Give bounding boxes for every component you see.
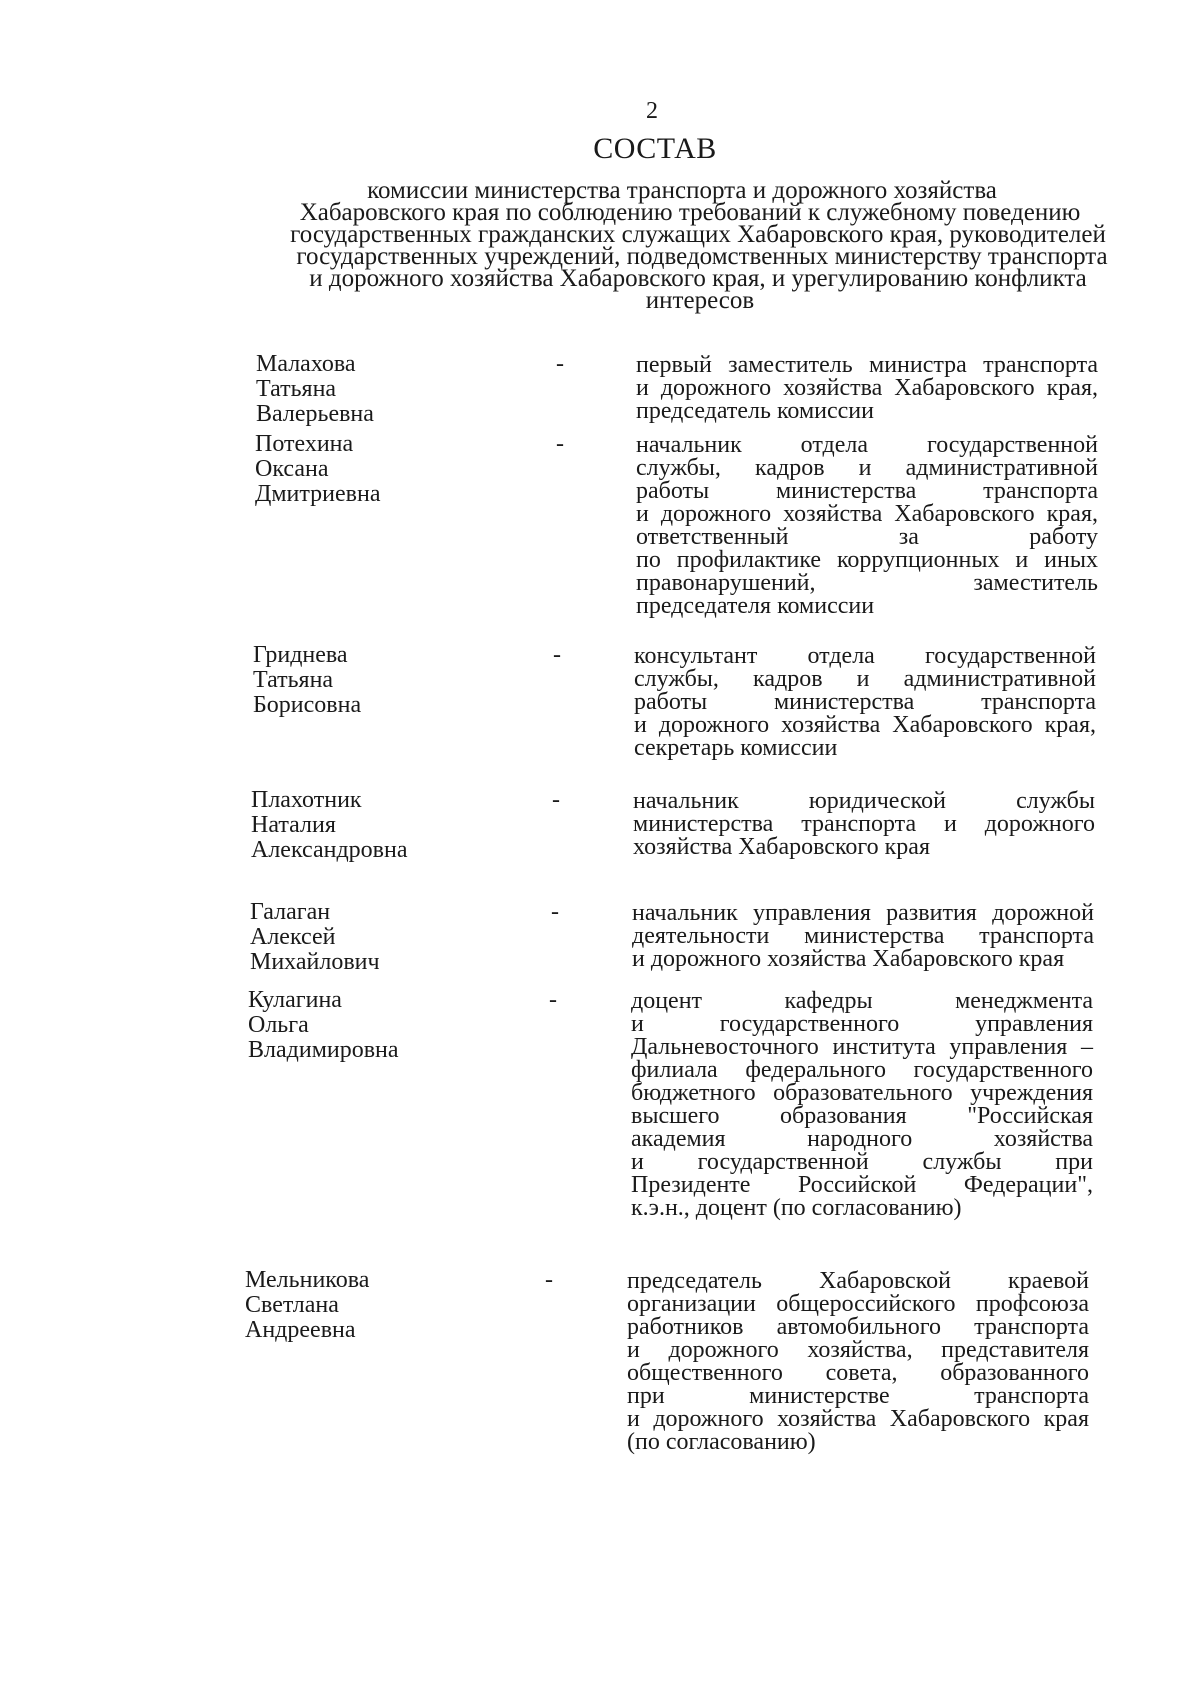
member-position-line: ответственный за работу: [636, 524, 1098, 550]
document-title: СОСТАВ: [593, 132, 717, 165]
member-position-line: и государственной службы при: [631, 1149, 1093, 1175]
member-name-part: Наталия: [251, 812, 336, 838]
member-name-part: Потехина: [255, 431, 354, 457]
member-position-line: и дорожного хозяйства Хабаровского края: [627, 1406, 1089, 1432]
member-position-line: службы, кадров и административной: [634, 666, 1096, 692]
member-name-part: Оксана: [255, 456, 329, 482]
member-name-part: Владимировна: [248, 1037, 399, 1063]
member-position-line: и дорожного хозяйства Хабаровского края: [632, 946, 1065, 972]
member-position-line: работы министерства транспорта: [634, 689, 1096, 715]
member-name-part: Ольга: [248, 1012, 309, 1038]
member-position-line: деятельности министерства транспорта: [632, 923, 1094, 949]
member-name: [245, 1268, 495, 1343]
member-position-line: начальник отдела государственной: [636, 432, 1098, 458]
subtitle-line: государственных учреждений, подведомственных министерству транспорта: [296, 243, 1108, 270]
member-position-line: правонарушений, заместитель: [636, 570, 1098, 596]
member-name-part: Плахотник: [251, 787, 362, 813]
member-position-line: и дорожного хозяйства Хабаровского края,: [636, 501, 1098, 527]
member-name: [250, 900, 500, 975]
member-position-line: при министерстве транспорта: [627, 1383, 1089, 1409]
member-name: [253, 643, 503, 718]
member-position-line: общественного совета, образованного: [627, 1360, 1089, 1386]
member-position-line: организации общероссийского профсоюза: [627, 1291, 1089, 1317]
member-name-part: Татьяна: [253, 667, 334, 693]
member-name-part: Борисовна: [253, 692, 362, 718]
member-name-part: Светлана: [245, 1292, 339, 1318]
member-position-line: по профилактике коррупционных и иных: [636, 547, 1098, 573]
member-dash: -: [545, 1267, 553, 1293]
member-position-line: и дорожного хозяйства Хабаровского края,: [636, 375, 1098, 401]
member-name-part: Мельникова: [245, 1267, 370, 1293]
subtitle-line: государственных гражданских служащих Хабаровского края, руководителей: [290, 221, 1106, 248]
member-position-line: работников автомобильного транспорта: [627, 1314, 1089, 1340]
member-position-line: Президенте Российской Федерации",: [631, 1172, 1093, 1198]
member-name-part: Гриднева: [253, 642, 348, 668]
subtitle-line: комиссии министерства транспорта и дорожного хозяйства: [367, 177, 997, 204]
member-position-line: (по согласованию): [627, 1429, 816, 1455]
member-position-line: доцент кафедры менеджмента: [631, 988, 1093, 1014]
member-name-part: Александровна: [251, 837, 408, 863]
member-dash: -: [551, 899, 559, 925]
member-position-line: бюджетного образовательного учреждения: [631, 1080, 1093, 1106]
member-position-line: председателя комиссии: [636, 593, 875, 619]
member-position-line: секретарь комиссии: [634, 735, 838, 761]
member-position: [636, 354, 1098, 423]
member-name: [251, 788, 501, 863]
member-name: [256, 352, 506, 427]
member-position-line: председатель Хабаровской краевой: [627, 1268, 1089, 1294]
member-name: [255, 432, 505, 507]
member-position: [631, 990, 1093, 1220]
member-position-line: первый заместитель министра транспорта: [636, 352, 1098, 378]
member-position-line: и дорожного хозяйства Хабаровского края,: [634, 712, 1096, 738]
member-name: [248, 988, 498, 1063]
member-position: [632, 902, 1094, 971]
member-name-part: Татьяна: [256, 376, 337, 402]
member-position: [633, 790, 1095, 859]
member-position-line: начальник управления развития дорожной: [632, 900, 1094, 926]
member-position-line: Дальневосточного института управления –: [631, 1034, 1093, 1060]
member-position-line: высшего образования "Российская: [631, 1103, 1093, 1129]
member-dash: -: [556, 351, 564, 377]
member-name-part: Галаган: [250, 899, 331, 925]
member-position: [627, 1270, 1089, 1454]
member-dash: -: [552, 787, 560, 813]
subtitle-line: интересов: [645, 287, 755, 314]
member-position-line: работы министерства транспорта: [636, 478, 1098, 504]
member-dash: -: [556, 431, 564, 457]
member-position: [634, 645, 1096, 760]
member-dash: -: [549, 987, 557, 1013]
member-position-line: филиала федерального государственного: [631, 1057, 1093, 1083]
member-position-line: министерства транспорта и дорожного: [633, 811, 1095, 837]
member-name-part: Дмитриевна: [255, 481, 381, 507]
member-position-line: консультант отдела государственной: [634, 643, 1096, 669]
member-name-part: Малахова: [256, 351, 356, 377]
member-name-part: Андреевна: [245, 1317, 356, 1343]
member-position-line: и государственного управления: [631, 1011, 1093, 1037]
member-position-line: и дорожного хозяйства, представителя: [627, 1337, 1089, 1363]
subtitle-line: и дорожного хозяйства Хабаровского края, и урегулированию конфликта: [309, 265, 1087, 292]
page-number: 2: [646, 98, 658, 124]
member-position-line: начальник юридической службы: [633, 788, 1095, 814]
member-position-line: хозяйства Хабаровского края: [633, 834, 930, 860]
member-position-line: службы, кадров и административной: [636, 455, 1098, 481]
member-position-line: председатель комиссии: [636, 398, 874, 424]
member-name-part: Михайлович: [250, 949, 380, 975]
member-position-line: к.э.н., доцент (по согласованию): [631, 1195, 962, 1221]
member-name-part: Валерьевна: [256, 401, 374, 427]
member-position-line: академия народного хозяйства: [631, 1126, 1093, 1152]
member-position: [636, 434, 1098, 618]
member-name-part: Кулагина: [248, 987, 342, 1013]
subtitle-line: Хабаровского края по соблюдению требований к служебному поведению: [299, 199, 1081, 226]
member-dash: -: [553, 642, 561, 668]
member-name-part: Алексей: [250, 924, 336, 950]
